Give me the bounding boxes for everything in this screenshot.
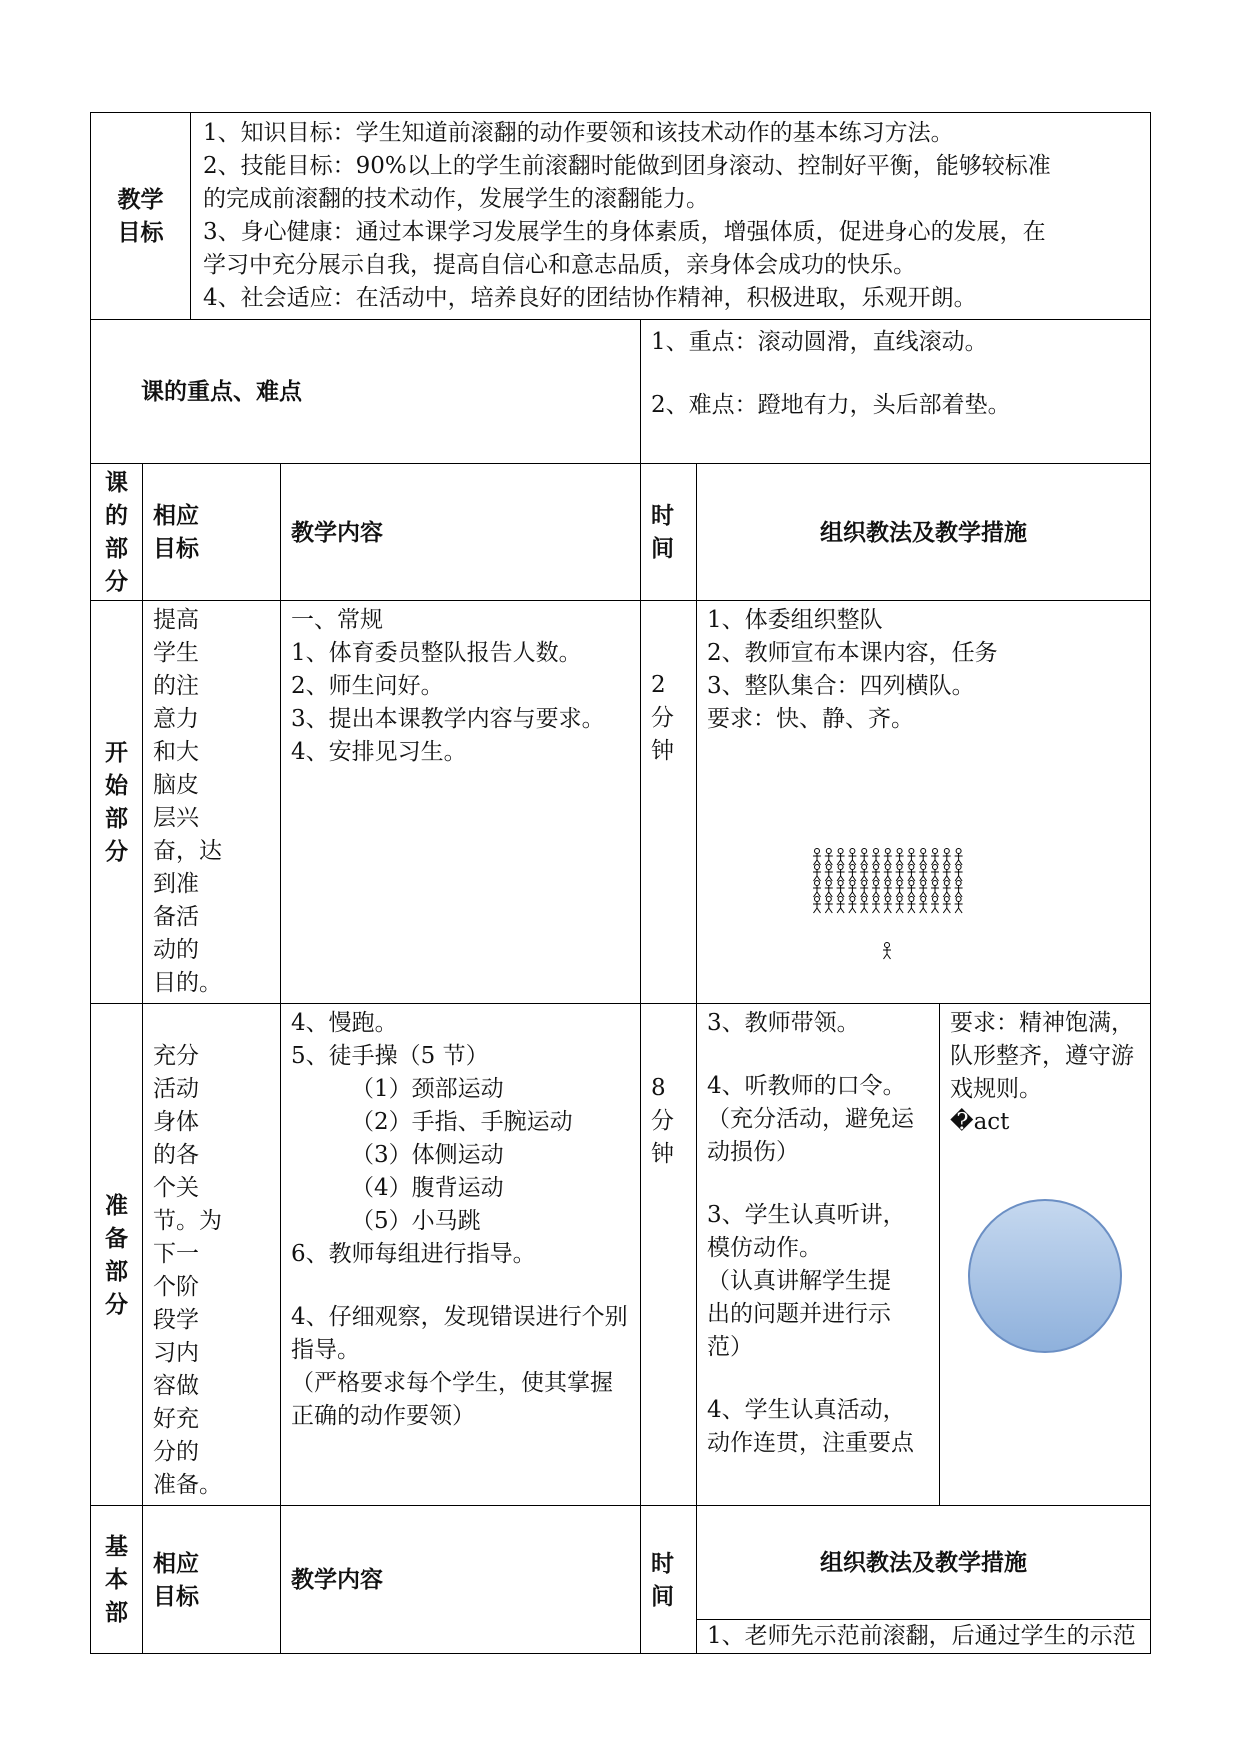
student-figure <box>837 881 845 898</box>
student-figure <box>848 865 856 882</box>
prep-section-row <box>91 1004 1151 1506</box>
teacher-figure <box>883 943 891 960</box>
objectives-content <box>191 113 1151 320</box>
header-method: 组织教法及教学措施 <box>697 464 1151 601</box>
student-figure <box>919 849 927 866</box>
student-figure <box>825 897 833 914</box>
keypoints-label: 课的重点、难点 <box>91 320 641 464</box>
student-figure <box>813 881 821 898</box>
student-figure <box>907 849 915 866</box>
student-figure <box>907 865 915 882</box>
student-figure <box>931 881 939 898</box>
header-time: 时 间 <box>641 464 697 601</box>
student-figure <box>860 865 868 882</box>
keypoints-content <box>641 320 1151 464</box>
student-figure <box>907 881 915 898</box>
header-target: 相应 目标 <box>143 464 281 601</box>
objective-line: 的完成前滚翻的技术动作，发展学生的滚翻能力。 <box>203 186 709 212</box>
student-figure <box>872 897 880 914</box>
basic-header-time: 时 间 <box>641 1506 697 1654</box>
student-figure <box>872 881 880 898</box>
student-figure <box>931 849 939 866</box>
exercise-item: （3）体侧运动 <box>351 1142 504 1168</box>
student-figure <box>896 897 904 914</box>
student-figure <box>955 865 963 882</box>
student-figure <box>825 849 833 866</box>
student-figure <box>884 897 892 914</box>
start-content: 一、常规 1、体育委员整队报告人数。 2、师生问好。 3、提出本课教学内容与要求。 4、安排见习生。 <box>281 601 641 1004</box>
prep-target: 充分 活动 身体 的各 个关 节。为 下一 个阶 段学 习内 容做 好充 分的 准备。 <box>143 1004 281 1506</box>
basic-method-line: 1、老师先示范前滚翻，后通过学生的示范 <box>697 1620 1151 1654</box>
prep-time: 8 分 钟 <box>641 1004 697 1506</box>
exercise-item: （4）腹背运动 <box>351 1175 504 1201</box>
prep-content: 4、慢跑。 5、徒手操（5 节） （1）颈部运动 （2）手指、手腕运动 （3）体侧运动 （4）腹背运动 （5）小马跳 6、教师每组进行指导。 4、仔细观察，发现错误进行个别 指导。 （严格要求每个学生，使其掌握 正确的动作要领） <box>281 1004 641 1506</box>
start-part-label: 开 始 部 分 <box>91 601 143 1004</box>
objectives-label: 教学 目标 <box>91 113 191 320</box>
header-content: 教学内容 <box>281 464 641 601</box>
student-figure <box>943 897 951 914</box>
start-method: 1、体委组织整队 2、教师宣布本课内容，任务 3、整队集合：四列横队。 要求：快、静、齐。 <box>697 601 1151 1004</box>
lesson-table <box>90 112 1151 1654</box>
header-row <box>91 464 1151 601</box>
student-figure <box>943 865 951 882</box>
exercise-item: （2）手指、手腕运动 <box>351 1109 573 1135</box>
student-figure <box>872 849 880 866</box>
student-figure <box>955 881 963 898</box>
student-figure <box>896 881 904 898</box>
start-section-row <box>91 601 1151 1004</box>
objectives-row <box>91 113 1151 320</box>
student-figure <box>884 849 892 866</box>
prep-requirements: 要求：精神饱满， 队形整齐，遵守游 戏规则。 �act <box>940 1004 1151 1506</box>
prep-method: 3、教师带领。 4、听教师的口令。 （充分活动，避免运 动损伤） 3、学生认真听讲， 模仿动作。 （认真讲解学生提 出的问题并进行示 范） 4、学生认真活动， 动作连贯，注重要点 <box>697 1004 940 1506</box>
student-figure <box>955 849 963 866</box>
student-figure <box>813 865 821 882</box>
student-figure <box>872 865 880 882</box>
exercise-item: （5）小马跳 <box>351 1208 481 1234</box>
student-figure <box>837 865 845 882</box>
student-figure <box>931 865 939 882</box>
student-figure <box>884 881 892 898</box>
objective-line: 2、技能目标：90%以上的学生前滚翻时能做到团身滚动、控制好平衡，能够较标准 <box>203 153 1051 179</box>
student-figure <box>931 897 939 914</box>
student-figure <box>825 865 833 882</box>
student-figure <box>943 849 951 866</box>
basic-header-target: 相应 目标 <box>143 1506 281 1654</box>
student-figure <box>955 897 963 914</box>
header-part: 课 的 部 分 <box>91 464 143 601</box>
student-figure <box>896 865 904 882</box>
student-figure <box>907 897 915 914</box>
basic-part-label: 基 本 部 <box>91 1506 143 1654</box>
basic-header-content: 教学内容 <box>281 1506 641 1654</box>
student-figure <box>848 881 856 898</box>
start-target: 提高 学生 的注 意力 和大 脑皮 层兴 奋，达 到准 备活 动的 目的。 <box>143 601 281 1004</box>
student-figure <box>837 897 845 914</box>
student-figure <box>848 849 856 866</box>
exercise-item: （1）颈部运动 <box>351 1076 504 1102</box>
student-figure <box>837 849 845 866</box>
objective-line: 4、社会适应：在活动中，培养良好的团结协作精神，积极进取，乐观开朗。 <box>203 285 977 311</box>
formation-diagram <box>809 847 979 962</box>
student-figure <box>943 881 951 898</box>
start-time: 2 分 钟 <box>641 601 697 1004</box>
student-figure <box>825 881 833 898</box>
student-figure <box>848 897 856 914</box>
student-figure <box>919 881 927 898</box>
focus-point: 1、重点：滚动圆滑，直线滚动。 <box>651 329 988 355</box>
student-figure <box>813 849 821 866</box>
lesson-plan <box>90 112 1150 1654</box>
student-figure <box>860 881 868 898</box>
difficulty-point: 2、难点：蹬地有力，头后部着垫。 <box>651 392 1011 418</box>
objective-line: 学习中充分展示自我，提高自信心和意志品质，亲身体会成功的快乐。 <box>203 252 916 278</box>
student-figure <box>813 897 821 914</box>
student-figure <box>896 849 904 866</box>
keypoints-row <box>91 320 1151 464</box>
student-figure <box>860 849 868 866</box>
prep-part-label: 准 备 部 分 <box>91 1004 143 1506</box>
basic-header-row <box>91 1506 1151 1620</box>
objective-line: 3、身心健康：通过本课学习发展学生的身体素质，增强体质，促进身心的发展，在 <box>203 219 1046 245</box>
student-figure <box>860 897 868 914</box>
objective-line: 1、知识目标：学生知道前滚翻的动作要领和该技术动作的基本练习方法。 <box>203 120 954 146</box>
basic-header-method: 组织教法及教学措施 <box>697 1506 1151 1620</box>
student-figure <box>884 865 892 882</box>
circle-shape <box>968 1199 1122 1353</box>
student-figure <box>919 865 927 882</box>
student-figure <box>919 897 927 914</box>
